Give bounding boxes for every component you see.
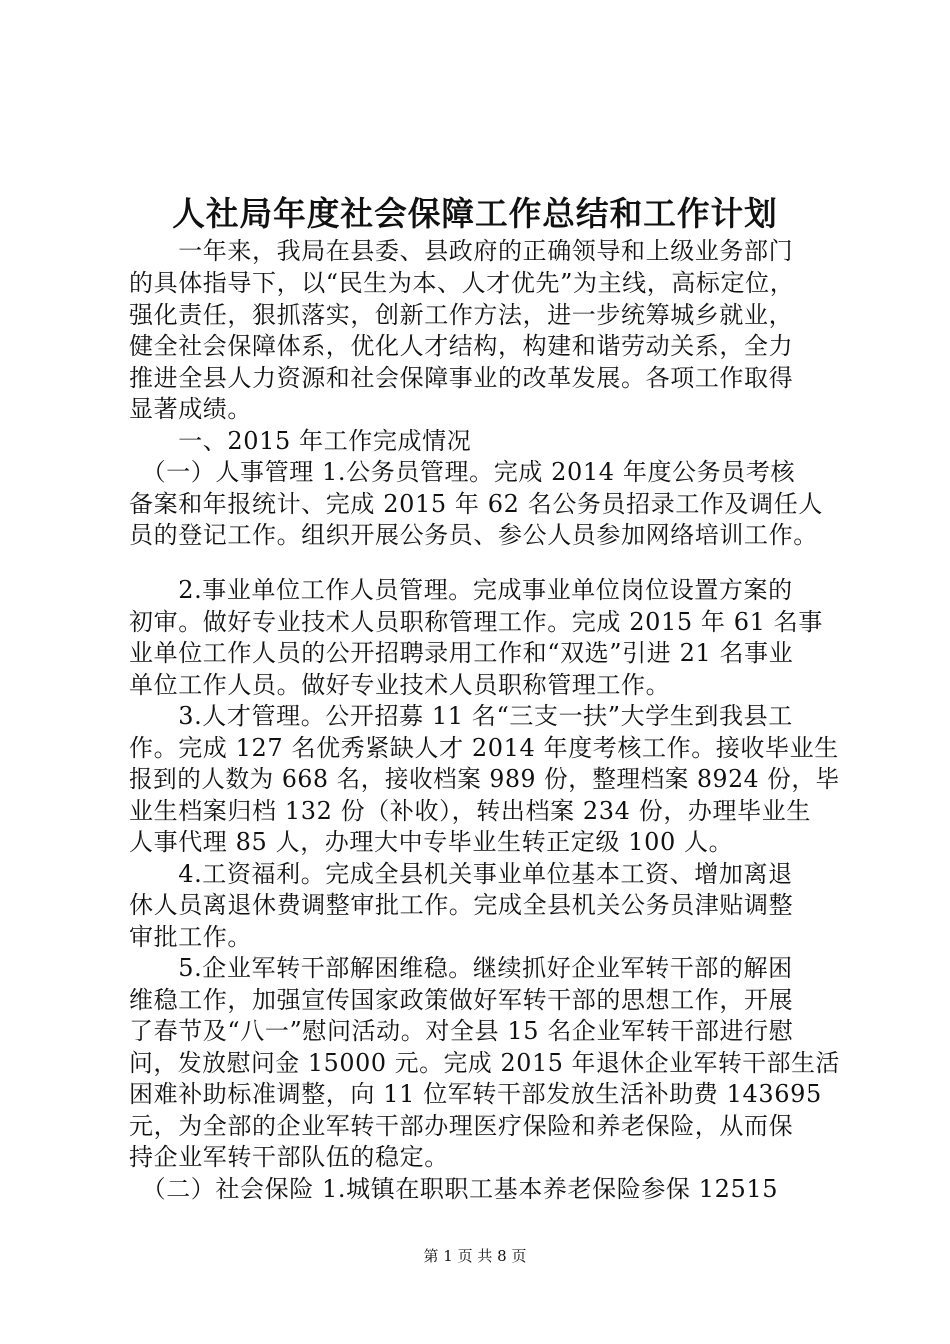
body-line: 业生档案归档 132 份（补收），转出档案 234 份，办理毕业生	[129, 797, 811, 825]
body-line: 2.事业单位工作人员管理。完成事业单位岗位设置方案的	[129, 576, 793, 604]
body-line: 审批工作。	[129, 923, 252, 951]
body-line: 显著成绩。	[129, 395, 252, 423]
body-line: 困难补助标准调整，向 11 位军转干部发放生活补助费 143695	[129, 1080, 822, 1108]
body-line: 了春节及“八一”慰问活动。对全县 15 名企业军转干部进行慰	[129, 1017, 794, 1045]
body-line: 的具体指导下，以“民生为本、人才优先”为主线，高标定位，	[129, 269, 795, 297]
section-heading: 一、2015 年工作完成情况	[129, 427, 472, 455]
body-line: 休人员离退休费调整审批工作。完成全县机关公务员津贴调整	[129, 891, 794, 919]
body-line: 4.工资福利。完成全县机关事业单位基本工资、增加离退	[129, 860, 793, 888]
body-line: 单位工作人员。做好专业技术人员职称管理工作。	[129, 671, 671, 699]
body-line: 持企业军转干部队伍的稳定。	[129, 1143, 449, 1171]
body-line: 业单位工作人员的公开招聘录用工作和“双选”引进 21 名事业	[129, 639, 794, 667]
body-line: （二）社会保险 1.城镇在职职工基本养老保险参保 12515	[129, 1175, 779, 1203]
body-line: 作。完成 127 名优秀紧缺人才 2014 年度考核工作。接收毕业生	[129, 734, 839, 762]
body-line: 元，为全部的企业军转干部办理医疗保险和养老保险，从而保	[129, 1112, 794, 1140]
document-title: 人社局年度社会保障工作总结和工作计划	[172, 194, 778, 233]
body-line: 人事代理 85 人，办理大中专毕业生转正定级 100 人。	[129, 828, 734, 856]
body-line: （一）人事管理 1.公务员管理。完成 2014 年度公务员考核	[129, 458, 796, 486]
body-line: 推进全县人力资源和社会保障事业的改革发展。各项工作取得	[129, 364, 794, 392]
body-line: 报到的人数为 668 名，接收档案 989 份，整理档案 8924 份，毕	[129, 765, 840, 793]
body-line: 维稳工作，加强宣传国家政策做好军转干部的思想工作，开展	[129, 986, 794, 1014]
body-line: 5.企业军转干部解困维稳。继续抓好企业军转干部的解困	[129, 954, 793, 982]
page-number: 第 1 页 共 8 页	[423, 1247, 527, 1265]
body-line: 备案和年报统计、完成 2015 年 62 名公务员招录工作及调任人	[129, 490, 823, 518]
body-line: 3.人才管理。公开招募 11 名“三支一扶”大学生到我县工	[129, 702, 793, 730]
body-line: 健全社会保障体系，优化人才结构，构建和谐劳动关系，全力	[129, 332, 794, 360]
body-line: 问，发放慰问金 15000 元。完成 2015 年退休企业军转干部生活	[129, 1049, 840, 1077]
body-line: 一年来，我局在县委、县政府的正确领导和上级业务部门	[129, 237, 794, 265]
body-line: 初审。做好专业技术人员职称管理工作。完成 2015 年 61 名事	[129, 608, 823, 636]
body-line: 强化责任，狠抓落实，创新工作方法，进一步统筹城乡就业，	[129, 301, 794, 329]
body-line: 员的登记工作。组织开展公务员、参公人员参加网络培训工作。	[129, 521, 818, 549]
